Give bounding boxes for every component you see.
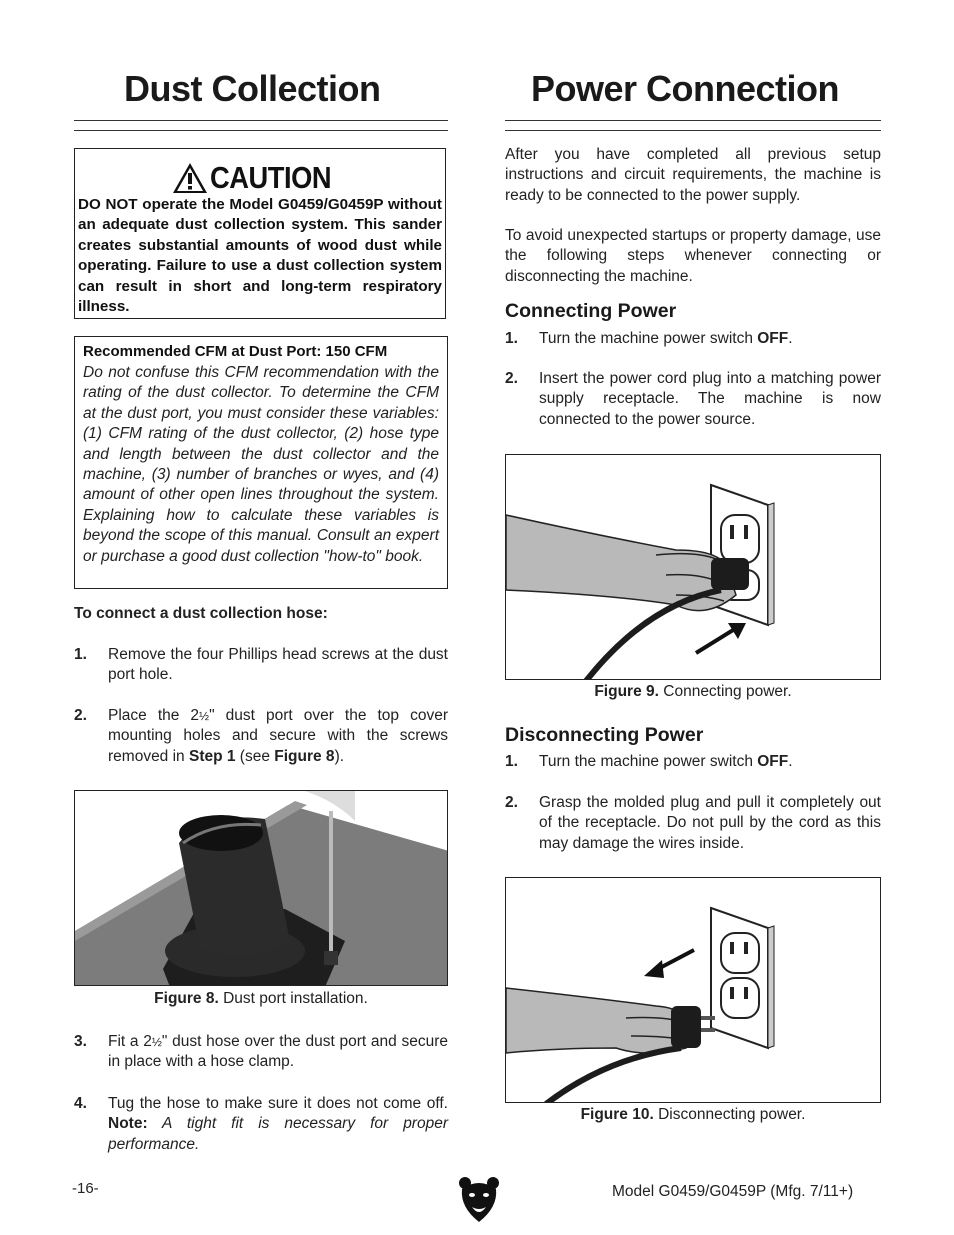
figure-8-image [74, 790, 448, 986]
cfm-text: Do not confuse this CFM recommendation with the rating of the dust collector. To determine the CFM at the dust port, you must consider these variables: (1) CFM rating of the dust collector, (2) hose type and length between the dust collector and the machine, (3) number of branches or wyes, and (4) amount of other open lines throughout the system. Explaining how to calculate these variables is beyond the scope of this manual. Consult an expert or purchase a good dust collection "how-to" book. [83, 364, 439, 565]
warning-triangle-icon [172, 162, 208, 194]
title-rule-top-right [505, 120, 881, 121]
figure-10-caption: Figure 10. Disconnecting power. [580, 1106, 806, 1123]
page-number: -16- [72, 1180, 99, 1197]
intro-paragraph-1: After you have completed all previous setup instructions and circuit requirements, the machine is ready to be connected to the power supply. [505, 146, 881, 204]
disconnect-step-1: 1. Turn the machine power switch OFF. [505, 753, 793, 770]
caution-word: CAUTION [210, 160, 332, 195]
connect-hose-heading: To connect a dust collection hose: [74, 605, 328, 622]
connecting-power-heading: Connecting Power [505, 300, 677, 322]
figure-8-caption: Figure 8. Dust port installation. [154, 990, 368, 1007]
intro-paragraph-2: To avoid unexpected startups or property damage, use the following steps whenever connecting or disconnecting the machine. [505, 227, 881, 285]
left-step-4: 4. Tug the hose to make sure it does not come off. Note: A tight fit is necessary for proper performance. [74, 1095, 448, 1153]
figure-9-image [505, 454, 881, 680]
title-rule-bottom-right [505, 130, 881, 131]
disconnecting-power-illustration [506, 878, 881, 1103]
caution-text: DO NOT operate the Model G0459/G0459P without an adequate dust collection system. This sander creates substantial amounts of wood dust while operating. Failure to use a dust collection system can result in short and long-term respiratory illness. [78, 196, 442, 316]
power-connection-title: Power Connection [531, 68, 840, 109]
model-footer: Model G0459/G0459P (Mfg. 7/11+) [612, 1183, 854, 1200]
cfm-title: Recommended CFM at Dust Port: 150 CFM [83, 343, 388, 360]
connect-step-2: 2. Insert the power cord plug into a matching power supply receptacle. The machine is now connected to the power source. [505, 370, 881, 428]
connecting-power-illustration [506, 455, 881, 680]
disconnect-step-2: 2. Grasp the molded plug and pull it completely out of the receptacle. Do not pull by the cord as this may damage the wires inside. [505, 794, 881, 852]
dust-collection-title: Dust Collection [124, 68, 381, 109]
dust-port-illustration [75, 791, 448, 986]
left-step-2: 2. Place the 2½" dust port over the top cover mounting holes and secure with the screws removed in Step 1 (see Figure 8). [74, 707, 448, 765]
left-step-1: 1. Remove the four Phillips head screws at the dust port hole. [74, 646, 448, 684]
figure-9-caption: Figure 9. Connecting power. [594, 683, 792, 700]
bear-head-icon [458, 1175, 500, 1223]
disconnecting-power-heading: Disconnecting Power [505, 724, 704, 746]
title-rule-bottom-left [74, 130, 448, 131]
connect-step-1: 1. Turn the machine power switch OFF. [505, 330, 793, 347]
caution-box [74, 148, 446, 319]
cfm-box [74, 336, 448, 589]
title-rule-top-left [74, 120, 448, 121]
figure-10-image [505, 877, 881, 1103]
left-step-3: 3. Fit a 2½" dust hose over the dust port and secure in place with a hose clamp. [74, 1033, 449, 1071]
